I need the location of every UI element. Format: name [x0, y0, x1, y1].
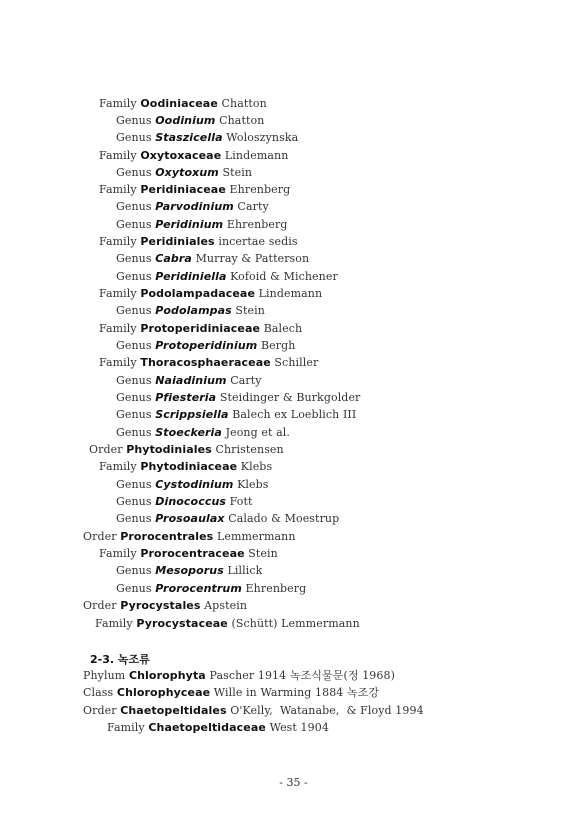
taxon-line: [116, 252, 309, 266]
taxon-rank: Family: [95, 617, 133, 630]
taxon-line: [99, 235, 298, 249]
taxon-authority: Carty: [230, 374, 262, 387]
taxon-authority: (Schütt) Lemmermann: [231, 617, 360, 630]
taxon-authority: Jeong et al.: [225, 426, 290, 439]
taxon-name: Oodiniaceae: [140, 97, 218, 110]
taxon-authority: Schiller: [274, 356, 319, 369]
taxon-line: [83, 686, 379, 700]
taxon-line: [83, 530, 296, 544]
taxon-authority: West 1904: [269, 721, 329, 734]
taxon-authority: Stein: [248, 547, 278, 560]
taxon-line: [116, 114, 264, 128]
taxon-name: Phytodiniaceae: [140, 460, 238, 473]
taxon-authority: Wille in Warming 1884 녹조강: [213, 686, 380, 699]
page-number: - 35 -: [279, 776, 308, 789]
taxon-line: [116, 131, 298, 145]
taxon-authority: Bergh: [260, 339, 296, 352]
taxon-name: Chlorophyta: [128, 669, 206, 682]
taxon-line: [116, 218, 288, 232]
taxon-rank: Genus: [116, 408, 152, 421]
taxon-authority: Balech ex Loeblich III: [232, 408, 357, 421]
taxon-rank: Family: [99, 547, 137, 560]
taxon-name: Staszicella: [155, 131, 223, 144]
taxon-line: [99, 149, 288, 163]
taxon-rank: Family: [99, 460, 137, 473]
taxon-line: [116, 270, 338, 284]
taxon-line: [116, 408, 356, 422]
taxon-name: Parvodinium: [155, 200, 234, 213]
taxon-rank: Genus: [116, 426, 152, 439]
taxon-name: Pyrocystaceae: [136, 617, 228, 630]
taxon-line: [116, 478, 269, 492]
taxon-name: Protoperidinium: [155, 339, 258, 352]
taxon-authority: Stein: [222, 166, 253, 179]
taxon-line: [116, 339, 295, 353]
taxon-rank: Genus: [116, 304, 152, 317]
taxon-name: Peridiniella: [155, 270, 227, 283]
taxon-name: Peridinium: [155, 218, 224, 231]
taxon-rank: Genus: [116, 270, 152, 283]
taxon-rank: Genus: [116, 374, 152, 387]
taxon-name: Chaetopeltidales: [120, 704, 227, 717]
taxon-rank: Order: [89, 443, 123, 456]
taxon-rank: Genus: [116, 391, 152, 404]
taxon-rank: Family: [107, 721, 145, 734]
taxon-name: Chlorophyceae: [116, 686, 211, 699]
taxon-name: Prorocentrum: [155, 582, 242, 595]
taxon-name: Prorocentraceae: [140, 547, 245, 560]
taxon-line: [116, 304, 265, 318]
taxon-authority: Lindemann: [258, 287, 323, 300]
taxon-authority: Fott: [229, 495, 253, 508]
taxon-rank: Genus: [116, 512, 152, 525]
taxon-authority: Klebs: [240, 460, 273, 473]
taxon-authority: Lindemann: [224, 149, 289, 162]
taxon-authority: Christensen: [215, 443, 284, 456]
taxon-name: Oodinium: [155, 114, 216, 127]
taxon-rank: Genus: [116, 131, 152, 144]
taxon-name: Prorocentrales: [120, 530, 214, 543]
taxon-rank: Order: [83, 704, 117, 717]
taxon-line: [116, 200, 269, 214]
taxon-rank: Family: [99, 287, 137, 300]
taxon-line: [116, 426, 290, 440]
taxon-authority: Chatton: [221, 97, 267, 110]
taxon-name: Scrippsiella: [155, 408, 229, 421]
taxon-line: [99, 356, 318, 370]
taxon-name: Podolampadaceae: [140, 287, 256, 300]
taxon-name: Phytodiniales: [126, 443, 212, 456]
taxon-line: [99, 287, 322, 301]
taxon-rank: Family: [99, 97, 137, 110]
taxon-line: [99, 183, 290, 197]
taxon-rank: Genus: [116, 478, 152, 491]
taxon-line: [116, 564, 262, 578]
taxon-line: [99, 460, 272, 474]
taxon-rank: Family: [99, 235, 137, 248]
taxon-authority: Apstein: [204, 599, 248, 612]
taxon-authority: incertae sedis: [218, 235, 298, 248]
taxon-authority: Ehrenberg: [229, 183, 291, 196]
taxon-line: [89, 443, 284, 457]
taxon-name: Stoeckeria: [155, 426, 222, 439]
taxon-authority: Ehrenberg: [245, 582, 307, 595]
taxon-rank: Family: [99, 183, 137, 196]
section-heading: 2-3. 녹조류: [90, 653, 150, 666]
taxon-rank: Genus: [116, 495, 152, 508]
taxon-line: [116, 391, 360, 405]
taxon-authority: Lemmermann: [216, 530, 296, 543]
taxon-authority: Murray & Patterson: [195, 252, 310, 265]
taxon-rank: Genus: [116, 564, 152, 577]
taxon-line: [116, 166, 252, 180]
taxon-rank: Genus: [116, 339, 152, 352]
taxon-name: Dinococcus: [155, 495, 227, 508]
taxon-line: [116, 512, 339, 526]
taxon-rank: Genus: [116, 252, 152, 265]
taxon-authority: Lillick: [227, 564, 263, 577]
taxon-line: [99, 547, 278, 561]
taxon-name: Pyrocystales: [120, 599, 201, 612]
taxon-rank: Family: [99, 322, 137, 335]
taxon-authority: Calado & Moestrup: [228, 512, 340, 525]
taxon-authority: O'Kelly, Watanabe, & Floyd 1994: [230, 704, 424, 717]
taxon-authority: Chatton: [219, 114, 265, 127]
taxon-rank: Family: [99, 149, 137, 162]
taxon-authority: Kofoid & Michener: [230, 270, 338, 283]
taxon-rank: Class: [83, 686, 114, 699]
taxon-name: Peridiniaceae: [140, 183, 226, 196]
taxon-authority: Steidinger & Burkgolder: [219, 391, 361, 404]
taxon-line: [116, 374, 262, 388]
taxon-name: Oxytoxum: [155, 166, 219, 179]
taxon-rank: Genus: [116, 218, 152, 231]
taxon-rank: Genus: [116, 582, 152, 595]
taxon-name: Naiadinium: [155, 374, 227, 387]
taxon-name: Thoracosphaeraceae: [140, 356, 271, 369]
taxon-name: Mesoporus: [155, 564, 224, 577]
taxon-name: Cabra: [155, 252, 192, 265]
taxon-rank: Order: [83, 530, 117, 543]
taxon-line: [116, 495, 253, 509]
taxon-line: [83, 669, 395, 683]
taxon-name: Podolampas: [155, 304, 232, 317]
taxon-authority: Carty: [237, 200, 269, 213]
taxon-line: [83, 704, 424, 718]
taxon-line: [95, 617, 360, 631]
taxon-line: [99, 97, 267, 111]
taxon-line: [83, 599, 247, 613]
taxon-rank: Genus: [116, 166, 152, 179]
taxon-name: Peridiniales: [140, 235, 215, 248]
taxon-rank: Order: [83, 599, 117, 612]
taxon-authority: Pascher 1914 녹조식물문(정 1968): [209, 669, 395, 682]
taxon-name: Cystodinium: [155, 478, 234, 491]
taxon-authority: Stein: [235, 304, 265, 317]
taxon-rank: Genus: [116, 114, 152, 127]
taxon-name: Pfiesteria: [155, 391, 217, 404]
taxon-authority: Woloszynska: [226, 131, 299, 144]
taxon-authority: Klebs: [237, 478, 269, 491]
taxon-name: Protoperidiniaceae: [140, 322, 261, 335]
taxon-name: Oxytoxaceae: [140, 149, 222, 162]
taxon-rank: Family: [99, 356, 137, 369]
taxon-authority: Ehrenberg: [226, 218, 288, 231]
taxon-name: Prosoaulax: [155, 512, 225, 525]
taxon-name: Chaetopeltidaceae: [148, 721, 266, 734]
taxon-line: [116, 582, 306, 596]
taxon-line: [99, 322, 302, 336]
taxon-rank: Phylum: [83, 669, 126, 682]
taxon-authority: Balech: [263, 322, 303, 335]
taxon-rank: Genus: [116, 200, 152, 213]
taxon-line: [107, 721, 329, 735]
